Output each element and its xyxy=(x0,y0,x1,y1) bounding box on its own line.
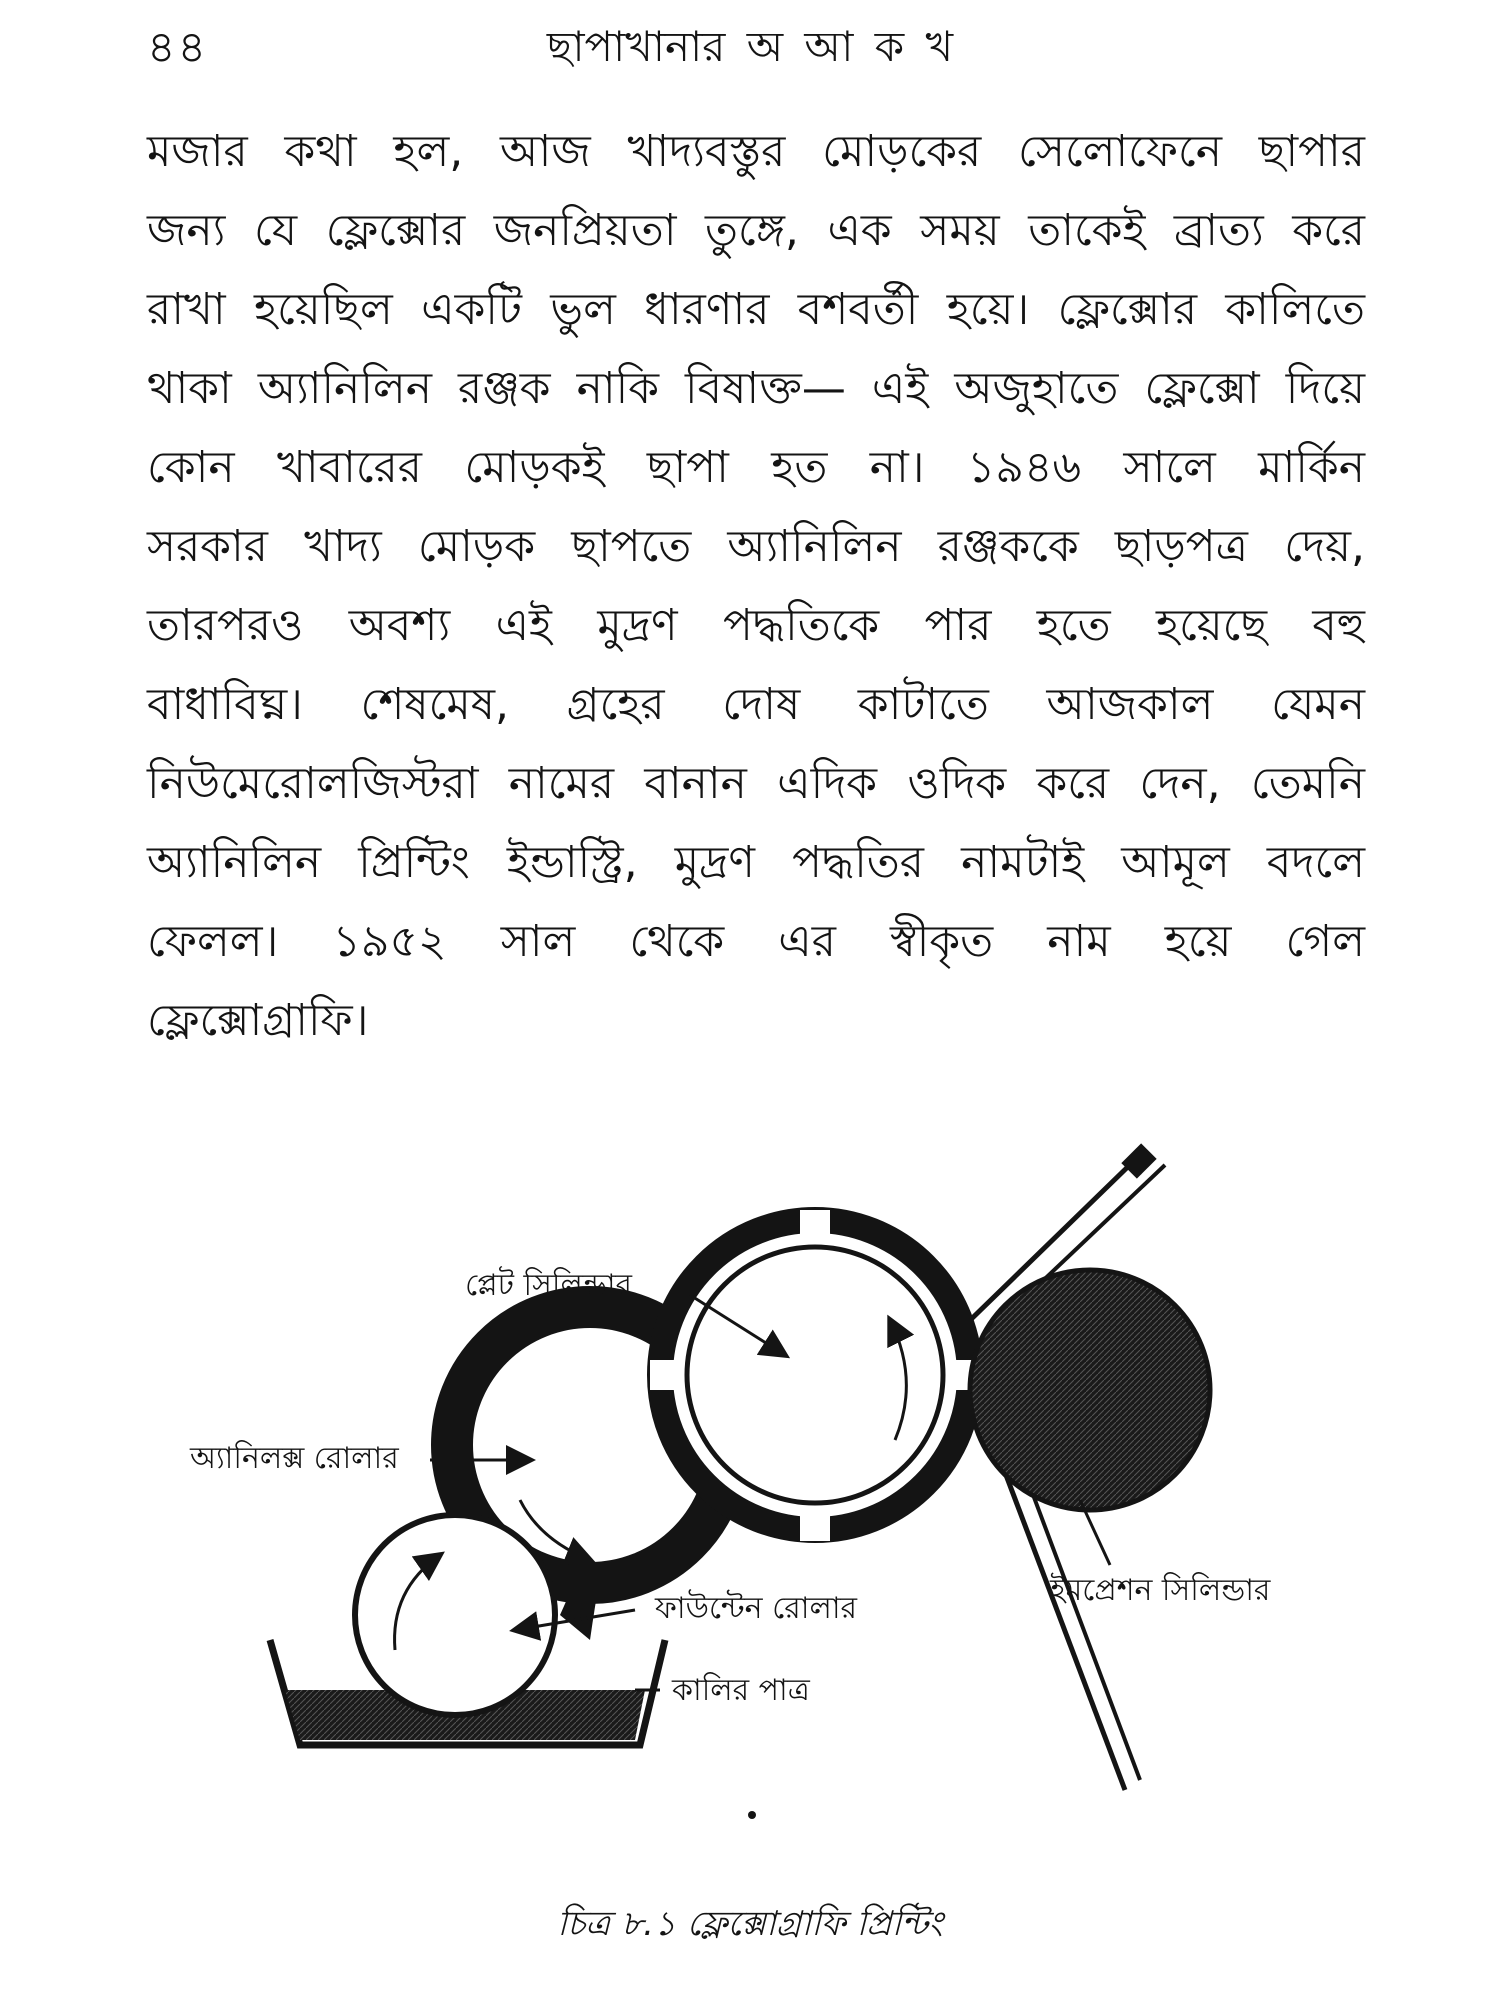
running-head: ছাপাখানার অ আ ক খ xyxy=(546,22,954,71)
body-line: মজার কথা হল, আজ খাদ্যবস্তুর মোড়কের সেলোফেনে ছাপার xyxy=(147,126,1365,177)
body-line: বাধাবিঘ্ন। শেষমেষ, গ্রহের দোষ কাটাতে আজকাল যেমন xyxy=(147,679,1365,730)
body-line: জন্য যে ফ্লেক্সোর জনপ্রিয়তা তুঙ্গে, এক সময় তাকেই ব্রাত্য করে xyxy=(147,205,1365,256)
ink-pan-label: কালির পাত্র xyxy=(672,1673,810,1708)
body-line: রাখা হয়েছিল একটি ভুল ধারণার বশবর্তী হয়ে। ফ্লেক্সোর কালিতে xyxy=(147,284,1365,335)
fountain-roller xyxy=(355,1515,555,1715)
body-line: অ্যানিলিন প্রিন্টিং ইন্ডাস্ট্রি, মুদ্রণ পদ্ধতির নামটাই আমূল বদলে xyxy=(147,837,1365,888)
body-line: কোন খাবারের মোড়কই ছাপা হত না। ১৯৪৬ সালে মার্কিন xyxy=(147,442,1365,493)
impression-cylinder xyxy=(970,1270,1210,1510)
body-line: ফেলল। ১৯৫২ সাল থেকে এর স্বীকৃত নাম হয়ে গেল xyxy=(147,916,1365,967)
body-line: তারপরও অবশ্য এই মুদ্রণ পদ্ধতিকে পার হতে হয়েছে বহু xyxy=(147,600,1365,651)
body-line: সরকার খাদ্য মোড়ক ছাপতে অ্যানিলিন রঞ্জককে ছাড়পত্র দেয়, xyxy=(147,521,1365,572)
plate-cylinder-label: প্লেট সিলিন্ডার xyxy=(465,1268,633,1303)
body-line: নিউমেরোলজিস্টরা নামের বানান এদিক ওদিক করে দেন, তেমনি xyxy=(147,758,1365,809)
fountain-roller-label: ফাউন্টেন রোলার xyxy=(655,1591,858,1626)
page-number: ৪৪ xyxy=(147,22,209,73)
figure-caption: চিত্র ৮.১ ফ্লেক্সোগ্রাফি প্রিন্টিং xyxy=(557,1904,943,1944)
stray-dot xyxy=(748,1811,756,1819)
body-line: ফ্লেক্সোগ্রাফি। xyxy=(147,995,369,1046)
plate-cylinder xyxy=(650,1210,981,1541)
body-line: থাকা অ্যানিলিন রঞ্জক নাকি বিষাক্ত— এই অজুহাতে ফ্লেক্সো দিয়ে xyxy=(147,363,1365,414)
anilox-roller-label: অ্যানিলক্স রোলার xyxy=(190,1441,399,1476)
impression-cylinder-label: ইমপ্রেশন সিলিন্ডার xyxy=(1050,1573,1271,1608)
